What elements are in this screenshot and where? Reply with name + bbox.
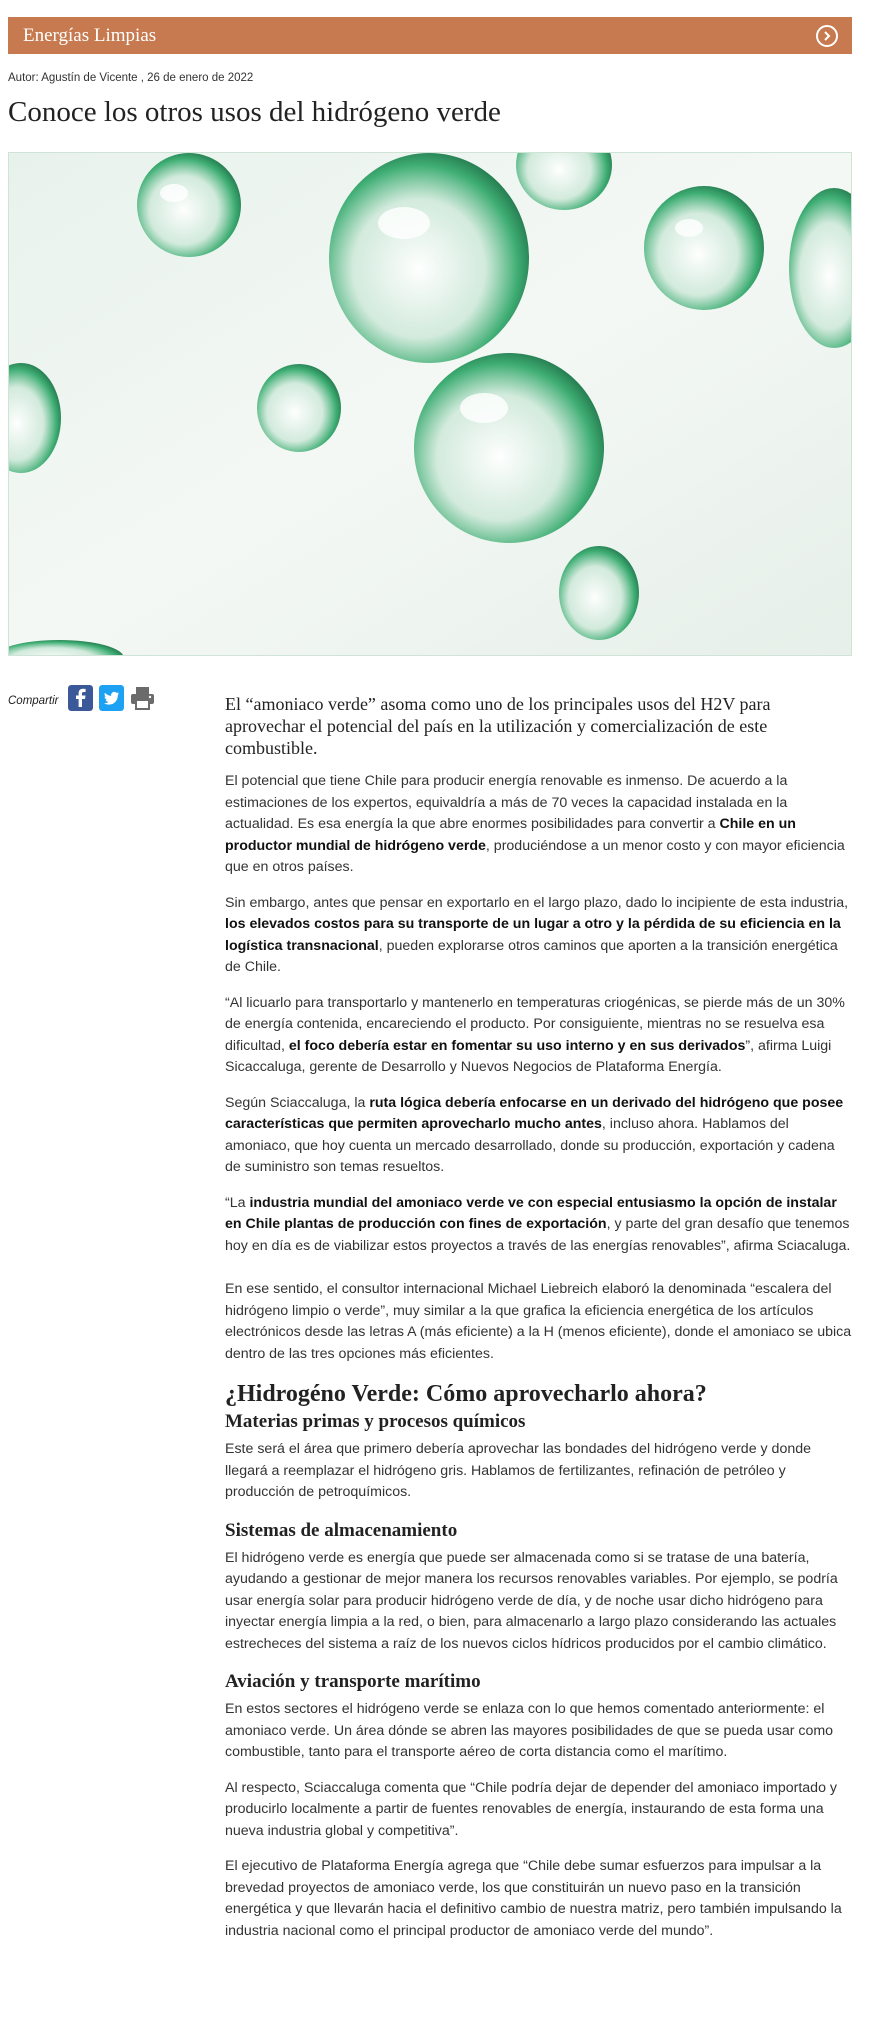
article-lead: El “amoniaco verde” asoma como uno de los principales usos del H2V para aprovechar el potencial del país en la utilización y comercialización de este combustible. [225,694,771,758]
paragraph: “La industria mundial del amoniaco verde ve con especial entusiasmo la opción de instalar en Chile plantas de producción con fines de exportación, y parte del gran desafío que tenemos hoy en día es de viabilizar estos proyectos a través de las energías renovables”, afirma Sciacaluga. [225,1194,851,1254]
subsection-heading: Sistemas de almacenamiento [225,1519,458,1541]
article-body [225,693,853,1956]
share-bar [8,685,155,716]
twitter-icon[interactable] [99,685,124,716]
paragraph: En estos sectores el hidrógeno verde se enlaza con lo que hemos comentado anteriormente: el amoniaco verde. Un área dónde se abren las mayores posibilidades de que se pueda usar como combustible, tanto para el transporte aéreo de corta distancia como el marítimo. [225,1701,834,1760]
paragraph: Al respecto, Sciaccaluga comenta que “Chile podría dejar de depender del amoniaco importado y producirlo localmente a partir de fuentes renovables de energía, instaurando de esta forma una nueva industria global y competitiva”. [225,1779,838,1839]
hero-image [8,152,852,656]
paragraph: En ese sentido, el consultor internacional Michael Liebreich elaboró la denominada “escalera del hidrógeno limpio o verde”, muy similar a la que grafica la eficiencia energética de los artículos electrónicos desde las letras A (más eficiente) a la H (menos eficiente), donde el amoniaco se ubica dentro de las tres opciones más eficientes. [225,1281,852,1362]
paragraph: El hidrógeno verde es energía que puede ser almacenada como si se tratase de una batería, ayudando a gestionar de mejor manera los recursos renovables variables. Por ejemplo, se podría usar energía solar para producir hidrógeno verde de día, y de noche usar dicho hidrógeno para inyectar energía limpia a la red, o bien, para almacenarlo a largo plazo considerando las actuales estrecheces del sistema a raíz de los nuevos ciclos hídricos producidos por el cambio climático. [225,1549,838,1652]
article-title: Conoce los otros usos del hidrógeno verde [8,96,501,128]
subsection-heading: Aviación y transporte marítimo [225,1671,481,1692]
share-label: Compartir [8,694,59,707]
paragraph: “Al licuarlo para transportarlo y mantenerlo en temperaturas criogénicas, se pierde más de un 30% de energía contenida, encareciendo el producto. Por consiguiente, mientras no se resuelva esa dificultad, el foco debería estar en fomentar su uso interno y en sus derivados”, afirma Luigi Sicaccaluga, gerente de Desarrollo y Nuevos Negocios de Plataforma Energía. [225,994,845,1075]
facebook-icon[interactable] [68,685,93,716]
paragraph: El potencial que tiene Chile para producir energía renovable es inmenso. De acuerdo a la estimaciones de los expertos, equivaldría a más de 70 veces la capacidad instalada en la actualidad. Es esa energía la que abre enormes posibilidades para convertir a Chile en un productor mundial de hidrógeno verde, produciéndose a un menor costo y con mayor eficiencia que en otros países. [225,773,845,875]
section-heading: ¿Hidrogéno Verde: Cómo aprovecharlo ahora? [225,1381,707,1407]
paragraph: El ejecutivo de Plataforma Energía agrega que “Chile debe sumar esfuerzos para impulsar a la brevedad proyectos de amoniaco verde, los que constituirán un nuevo paso en la transición energética y que llevarán hacia el definitivo cambio de nuestra matriz, pero también impulsando la industria nacional como el principal productor de amoniaco verde del mundo”. [225,1858,842,1939]
paragraph: Este será el área que primero debería aprovechar las bondades del hidrógeno verde y donde llegará a reemplazar el hidrógeno gris. Hablamos de fertilizantes, refinación de petróleo y producción de petroquímicos. [225,1441,812,1500]
section-banner[interactable] [8,17,852,54]
author-date: Autor: Agustín de Vicente , 26 de enero de 2022 [8,72,254,84]
paragraph: Según Sciaccaluga, la ruta lógica debería enfocarse en un derivado del hidrógeno que posee características que permiten aprovecharlo mucho antes, incluso ahora. Hablamos del amoniaco, que hoy cuenta un mercado desarrollado, donde su producción, exportación y cadena de suministro son temas resueltos. [225,1094,844,1175]
section-title: Energías Limpias [23,24,157,46]
print-icon[interactable] [130,685,155,716]
subsection-heading: Materias primas y procesos químicos [225,1411,526,1432]
paragraph: Sin embargo, antes que pensar en exportarlo en el largo plazo, dado lo incipiente de esta industria, los elevados costos para su transporte de un lugar a otro y la pérdida de su eficiencia en la logística transnacional, pueden explorarse otros caminos que aporten a la transición energética de Chile. [225,894,849,975]
chevron-right-circle-icon[interactable] [816,25,838,47]
